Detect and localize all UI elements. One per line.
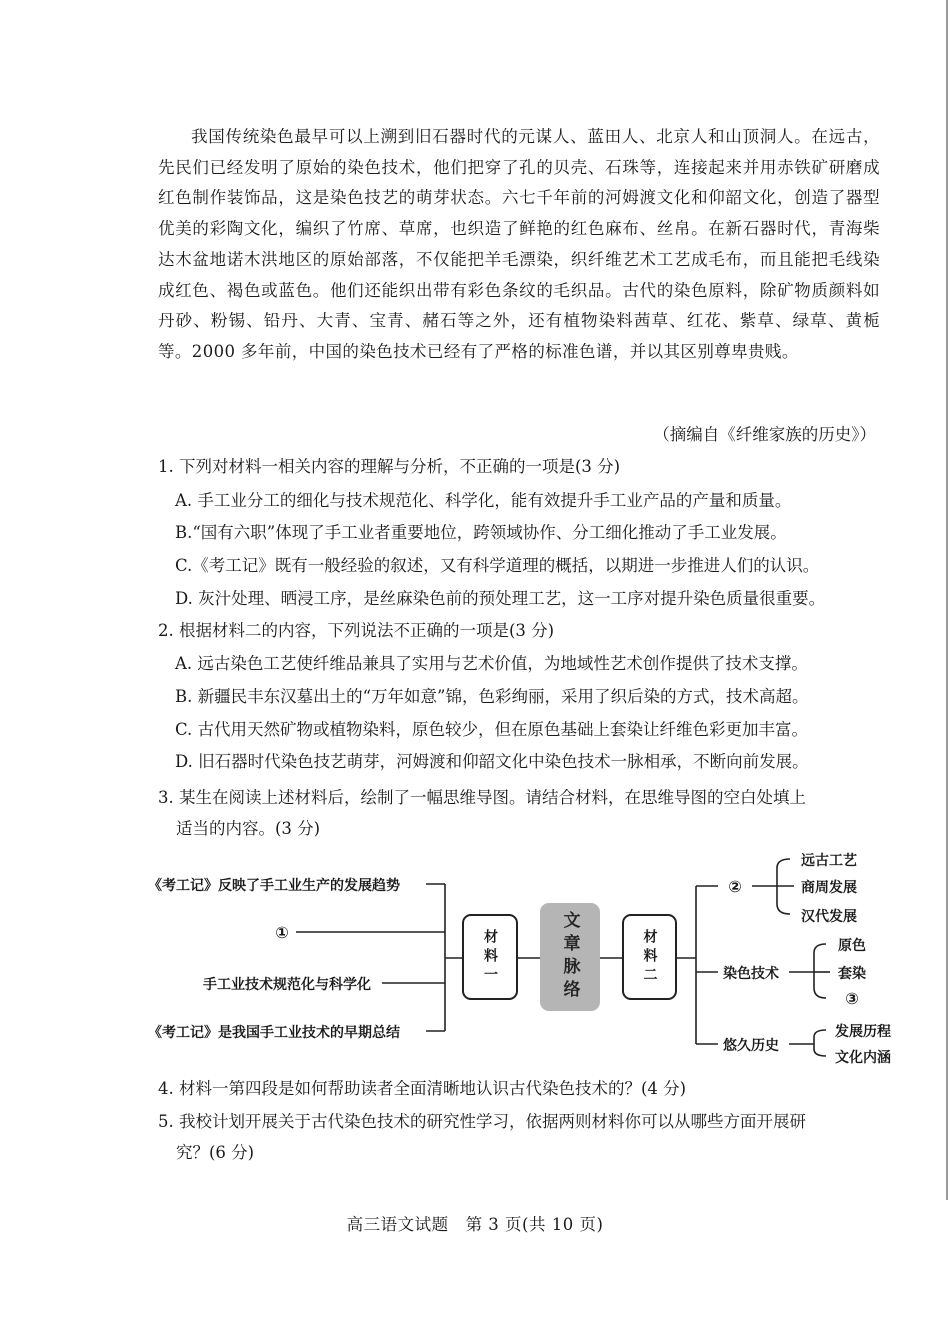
branch-3-label: 悠久历史 — [723, 1038, 779, 1054]
question-1-option-b: B.“国有六职”体现了手工业者重要地位，跨领域协作、分工细化推动了手工业发展。 — [175, 523, 787, 542]
mind-map-blank-2: ② — [728, 877, 742, 896]
article-structure-box: 文章脉络 — [540, 903, 600, 1011]
mind-map-left-item-3: 手工业技术规范化与科学化 — [203, 977, 371, 993]
mind-map-left-item-4: 《考工记》是我国手工业技术的早期总结 — [148, 1025, 400, 1041]
question-2-option-c: C. 古代用天然矿物或植物染料，原色较少，但在原色基础上套染让纤维色彩更加丰富。 — [175, 720, 809, 739]
question-1-stem: 1. 下列对材料一相关内容的理解与分析，不正确的一项是(3 分) — [158, 457, 621, 476]
mind-map-left-item-1: 《考工记》反映了手工业生产的发展趋势 — [148, 878, 400, 894]
passage-paragraph: 我国传统染色最早可以上溯到旧石器时代的元谋人、蓝田人、北京人和山顶洞人。在远古，先民们已经发明了原始的染色技术，他们把穿了孔的贝壳、石珠等，连接起来并用赤铁矿研磨成红色制作装饰品，这是染色技艺的萌芽状态。六七千年前的河姆渡文化和仰韶文化，创造了器型优美的彩陶文化，编织了竹席、草席，也织造了鲜艳的红色麻布、丝帛。在新石器时代，青海柴达木盆地诺木洪地区的原始部落，不仅能把羊毛漂染，织纤维艺术工艺成毛布，而且能把毛线染成红色、褐色或蓝色。他们还能织出带有彩色条纹的毛织品。古代的染色原料，除矿物质颜料如丹砂、粉锡、铅丹、大青、宝青、赭石等之外，还有植物染料茜草、红花、紫草、绿草、黄栀等。2000 多年前，中国的染色技术已经有了严格的标准色谱，并以其区别尊卑贵贱。 — [158, 127, 880, 361]
question-3-line-2: 适当的内容。(3 分) — [176, 819, 321, 838]
branch-1-leaf-2: 商周发展 — [801, 880, 857, 896]
branch-3-leaf-1: 发展历程 — [835, 1024, 891, 1040]
question-2-option-b: B. 新疆民丰东汉墓出土的“万年如意”锦，色彩绚丽，采用了织后染的方式，技术高超。 — [175, 687, 809, 706]
branch-3-leaf-2: 文化内涵 — [835, 1050, 891, 1066]
question-5-line-1: 5. 我校计划开展关于古代染色技术的研究性学习，依据两则材料你可以从哪些方面开展研 — [158, 1112, 806, 1131]
branch-2-leaf-2: 套染 — [838, 966, 866, 982]
question-1-option-c: C.《考工记》既有一般经验的叙述，又有科学道理的概括，以期进一步推进人们的认识。 — [175, 556, 820, 575]
material-1-box: 材料一 — [462, 914, 518, 1000]
question-5 — [158, 1106, 888, 1168]
question-2-stem: 2. 根据材料二的内容，下列说法不正确的一项是(3 分) — [158, 621, 555, 640]
branch-1-leaf-1: 远古工艺 — [801, 853, 857, 869]
branch-2-label: 染色技术 — [723, 966, 779, 982]
question-3-line-1: 3. 某生在阅读上述材料后，绘制了一幅思维导图。请结合材料，在思维导图的空白处填上 — [158, 788, 806, 807]
page-footer: 高三语文试题 第 3 页(共 10 页) — [346, 1215, 604, 1234]
question-2-option-d: D. 旧石器时代染色技艺萌芽，河姆渡和仰韶文化中染色技术一脉相承，不断向前发展。 — [175, 752, 809, 771]
question-1-option-a: A. 手工业分工的细化与技术规范化、科学化，能有效提升手工业产品的产量和质量。 — [175, 491, 792, 510]
passage-source: （摘编自《纤维家族的历史》） — [653, 425, 876, 444]
branch-2-leaf-1: 原色 — [838, 938, 866, 954]
question-1-option-d: D. 灰汁处理、晒浸工序，是丝麻染色前的预处理工艺，这一工序对提升染色质量很重要。 — [175, 589, 826, 608]
mind-map-blank-1: ① — [275, 923, 289, 942]
question-4-stem: 4. 材料一第四段是如何帮助读者全面清晰地认识古代染色技术的？(4 分) — [158, 1079, 687, 1098]
material-2-box: 材料二 — [622, 914, 677, 1000]
branch-1-leaf-3: 汉代发展 — [801, 909, 857, 925]
question-2-option-a: A. 远古染色工艺使纤维品兼具了实用与艺术价值，为地域性艺术创作提供了技术支撑。 — [175, 654, 808, 673]
mind-map-blank-3: ③ — [845, 989, 859, 1008]
question-5-line-2: 究？(6 分) — [176, 1143, 255, 1162]
